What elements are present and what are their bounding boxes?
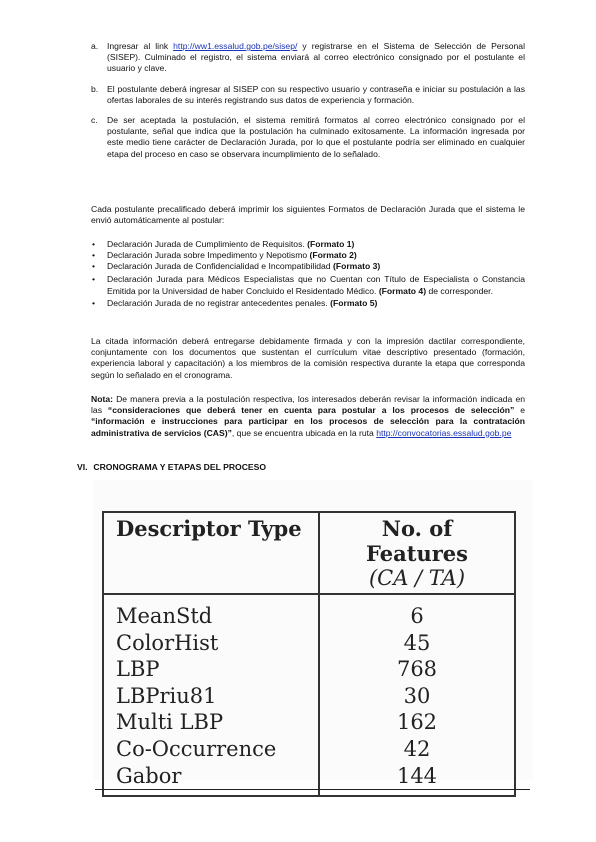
descriptor-cell: LBP bbox=[103, 656, 319, 683]
features-cell: 6 bbox=[319, 594, 515, 630]
format-code: (Formato 4) bbox=[378, 286, 427, 297]
table-row bbox=[103, 683, 515, 710]
table-row bbox=[103, 594, 515, 630]
section-number: VI. bbox=[77, 462, 88, 472]
step-text: De ser aceptada la postulación, el sistema remitirá formatos al correo electrónico consignado por el postulante, señal que indica que la postulación ha culminado exitosamente. La información ingresada por este medio tiene carácter de Declaración Jurada, por lo que el postulante podría ser eliminado en cualquier etapa del proceso en caso se observara incumplimiento de lo señalado. bbox=[107, 115, 525, 159]
note-label: Nota: bbox=[91, 394, 113, 404]
header-label: No. of Features bbox=[366, 516, 468, 566]
format-text: Declaración Jurada de no registrar antecedentes penales. bbox=[107, 298, 331, 309]
list-item bbox=[91, 298, 525, 309]
descriptor-cell: Co-Occurrence bbox=[103, 736, 319, 763]
descriptor-cell: Multi LBP bbox=[103, 709, 319, 736]
note-emphasis: “información e instrucciones para participar en los procesos de selección para la contratación administrativa de servicios (CAS)” bbox=[91, 416, 525, 438]
table-row bbox=[103, 709, 515, 736]
bullet-icon: • bbox=[92, 298, 96, 309]
footer-divider bbox=[95, 789, 530, 790]
descriptor-cell: MeanStd bbox=[103, 594, 319, 630]
sisep-link[interactable]: http://ww1.essalud.gob.pe/sisep/ bbox=[173, 41, 298, 51]
step-text: Ingresar al link bbox=[107, 41, 174, 51]
list-item bbox=[91, 239, 525, 250]
format-code: (Formato 3) bbox=[332, 261, 381, 272]
step-a bbox=[91, 41, 525, 75]
descriptor-cell: Gabor bbox=[103, 763, 319, 797]
format-code: (Formato 1) bbox=[307, 239, 355, 249]
convocatorias-link[interactable]: http://convocatorias.essalud.gob.pe bbox=[376, 427, 512, 438]
note-paragraph bbox=[91, 394, 525, 439]
step-b bbox=[91, 84, 525, 106]
features-cell: 30 bbox=[319, 683, 515, 710]
section-heading bbox=[77, 462, 266, 472]
features-cell: 45 bbox=[319, 630, 515, 657]
descriptor-cell: ColorHist bbox=[103, 630, 319, 657]
features-cell: 42 bbox=[319, 736, 515, 763]
bullet-icon: • bbox=[92, 239, 96, 249]
step-text: y registrarse en el Sistema de Selección de Personal (SISEP). Culminado el registro, el sistema enviará al correo electrónico consignado por el postulante el usuario y clave. bbox=[107, 41, 525, 74]
list-item bbox=[91, 261, 525, 272]
bullet-icon: • bbox=[92, 273, 96, 284]
features-cell: 144 bbox=[319, 763, 515, 797]
formats-list bbox=[91, 239, 525, 309]
section-title: CRONOGRAMA Y ETAPAS DEL PROCESO bbox=[93, 462, 267, 472]
format-text: Declaración Jurada de Confidencialidad e Incompatibilidad bbox=[107, 261, 333, 272]
formats-intro: Cada postulante precalificado deberá imprimir los siguientes Formatos de Declaración Jurada que el sistema le envió automáticamente al postular: bbox=[91, 204, 525, 226]
format-text: Declaración Jurada para Médicos Especialistas que no Cuentan con Título de Especialista o Constancia Emitida por la Universidad de haber Concluido el Residentado Médico. bbox=[107, 273, 525, 297]
format-text: Declaración Jurada sobre Impedimento y Nepotismo bbox=[107, 250, 310, 261]
step-label: b. bbox=[91, 83, 99, 94]
note-text: e bbox=[514, 405, 526, 416]
bullet-icon: • bbox=[92, 261, 96, 272]
note-emphasis: “consideraciones que deberá tener en cuenta para postular a los procesos de selección” bbox=[107, 405, 515, 416]
step-label: c. bbox=[91, 115, 98, 126]
note-text: De manera previa a la postulación respectiva, los interesados deberán revisar la información indicada en las bbox=[91, 394, 525, 416]
features-cell: 162 bbox=[319, 709, 515, 736]
table-header-row bbox=[103, 512, 515, 594]
delivery-paragraph: La citada información deberá entregarse debidamente firmada y con la impresión dactilar correspondiente, conjuntamente con los documentos que sustentan el currículum vitae descriptivo presentado (formación, experiencia laboral y capacitación) a los miembros de la comisión respectiva durante la etapa que corresponda según lo señalado en el cronograma. bbox=[91, 336, 525, 380]
format-code: (Formato 5) bbox=[330, 298, 378, 309]
descriptor-table bbox=[102, 511, 516, 797]
descriptor-cell: LBPriu81 bbox=[103, 683, 319, 710]
list-item bbox=[91, 273, 525, 299]
format-code: (Formato 2) bbox=[309, 250, 357, 261]
table-row bbox=[103, 630, 515, 657]
features-cell: 768 bbox=[319, 656, 515, 683]
header-number-of-features bbox=[319, 512, 515, 594]
note-text: , que se encuentra ubicada en la ruta bbox=[231, 427, 377, 438]
step-c bbox=[91, 115, 525, 160]
table-row bbox=[103, 656, 515, 683]
header-descriptor-type: Descriptor Type bbox=[103, 512, 319, 594]
embedded-table-image bbox=[93, 480, 533, 788]
step-text: El postulante deberá ingresar al SISEP con su respectivo usuario y contraseña e iniciar su postulación a las ofertas laborales de su interés registrando sus datos de experiencia y formación. bbox=[107, 83, 525, 105]
bullet-icon: • bbox=[92, 250, 96, 261]
header-sublabel: (CA / TA) bbox=[368, 566, 466, 590]
table-row bbox=[103, 736, 515, 763]
step-label: a. bbox=[91, 41, 99, 51]
table-row bbox=[103, 763, 515, 797]
format-text: Declaración Jurada de Cumplimiento de Requisitos. bbox=[107, 239, 308, 249]
format-suffix: de corresponder. bbox=[426, 286, 493, 297]
list-item bbox=[91, 250, 525, 261]
registration-steps-list bbox=[91, 41, 525, 169]
